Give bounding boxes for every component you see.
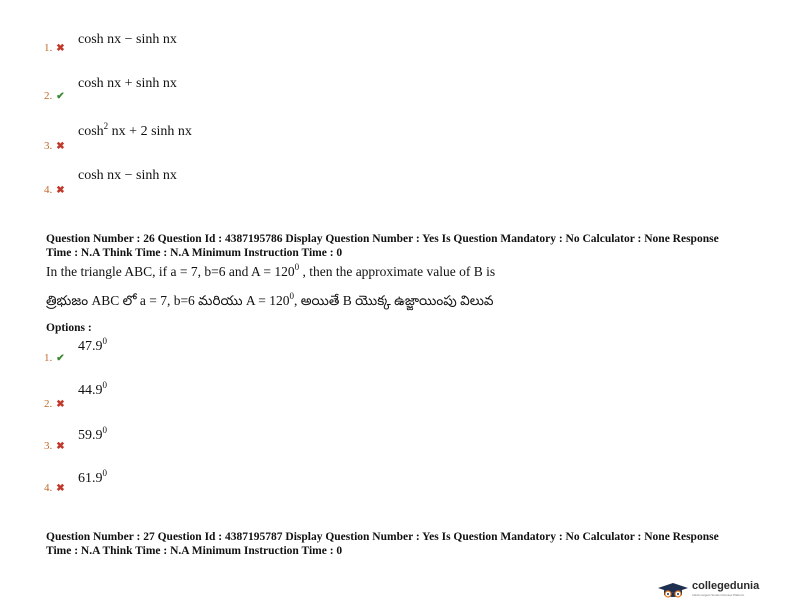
option-number: 2.	[44, 398, 53, 410]
superscript: 0	[102, 336, 107, 346]
meta-line: Time : N.A Think Time : N.A Minimum Instruction Time : 0	[46, 247, 343, 259]
text-part: , అయితే B యొక్క ఉజ్జాయింపు విలువ	[294, 293, 494, 308]
option-number: 3.	[44, 140, 53, 152]
superscript: 0	[102, 380, 107, 390]
q26-question-english	[46, 264, 495, 280]
option-number: 2.	[44, 90, 53, 102]
logo-wordmark: collegedunia	[692, 580, 760, 592]
q27-meta	[46, 530, 766, 558]
q26-option-3	[44, 436, 65, 454]
cross-icon: ✖	[56, 483, 65, 494]
value: 47.9	[78, 339, 103, 354]
q25-option-2-text: cosh nx + sinh nx	[78, 76, 177, 91]
text-part: cosh	[78, 124, 104, 139]
superscript: 2	[103, 121, 109, 131]
q26-option-4	[44, 478, 65, 496]
text-part: , then the approximate value of B is	[299, 264, 496, 279]
option-number: 1.	[44, 42, 53, 54]
cross-icon: ✖	[56, 441, 65, 452]
q25-option-4-text: cosh nx − sinh nx	[78, 168, 177, 183]
check-icon: ✔	[56, 91, 65, 102]
q26-option-1-value	[78, 336, 107, 355]
q26-question-telugu	[46, 293, 494, 312]
meta-line: Time : N.A Think Time : N.A Minimum Instruction Time : 0	[46, 545, 343, 557]
text-part: త్రిభుజం ABC లో a = 7, b=6 మరియు A = 120	[46, 293, 290, 308]
value: 59.9	[78, 428, 103, 443]
option-number: 3.	[44, 440, 53, 452]
option-number: 4.	[44, 184, 53, 196]
superscript: 0	[102, 468, 107, 478]
value: 44.9	[78, 383, 103, 398]
q26-option-1	[44, 348, 65, 366]
q25-option-1	[44, 38, 65, 56]
q26-option-2	[44, 394, 65, 412]
q26-option-3-value	[78, 425, 107, 444]
cross-icon: ✖	[56, 399, 65, 410]
value: 61.9	[78, 471, 103, 486]
q25-option-3-text	[78, 121, 192, 140]
q25-option-3	[44, 136, 65, 154]
option-number: 1.	[44, 352, 53, 364]
superscript: 0	[289, 291, 294, 301]
text-part: nx + 2 sinh nx	[108, 124, 192, 139]
q25-option-1-text: cosh nx − sinh nx	[78, 32, 177, 47]
option-number: 4.	[44, 482, 53, 494]
q25-option-2	[44, 86, 65, 104]
cross-icon: ✖	[56, 43, 65, 54]
check-icon: ✔	[56, 353, 65, 364]
superscript: 0	[102, 425, 107, 435]
options-label: Options :	[46, 322, 92, 334]
superscript: 0	[294, 262, 300, 272]
cross-icon: ✖	[56, 185, 65, 196]
q26-option-2-value	[78, 380, 107, 399]
collegedunia-logo	[656, 582, 759, 600]
logo-tagline: India's largest Student Review Platform	[692, 593, 745, 597]
graduation-cap-icon	[656, 582, 690, 600]
meta-line: Question Number : 27 Question Id : 4387195787 Display Question Number : Yes Is Question Mandatory : No Calculator : None Response	[46, 531, 719, 543]
q26-meta	[46, 232, 766, 260]
q25-option-4	[44, 180, 65, 198]
cross-icon: ✖	[56, 141, 65, 152]
text-part: In the triangle ABC, if a = 7, b=6 and A = 120	[46, 264, 295, 279]
q26-option-4-value	[78, 468, 107, 487]
meta-line: Question Number : 26 Question Id : 4387195786 Display Question Number : Yes Is Question Mandatory : No Calculator : None Response	[46, 233, 719, 245]
